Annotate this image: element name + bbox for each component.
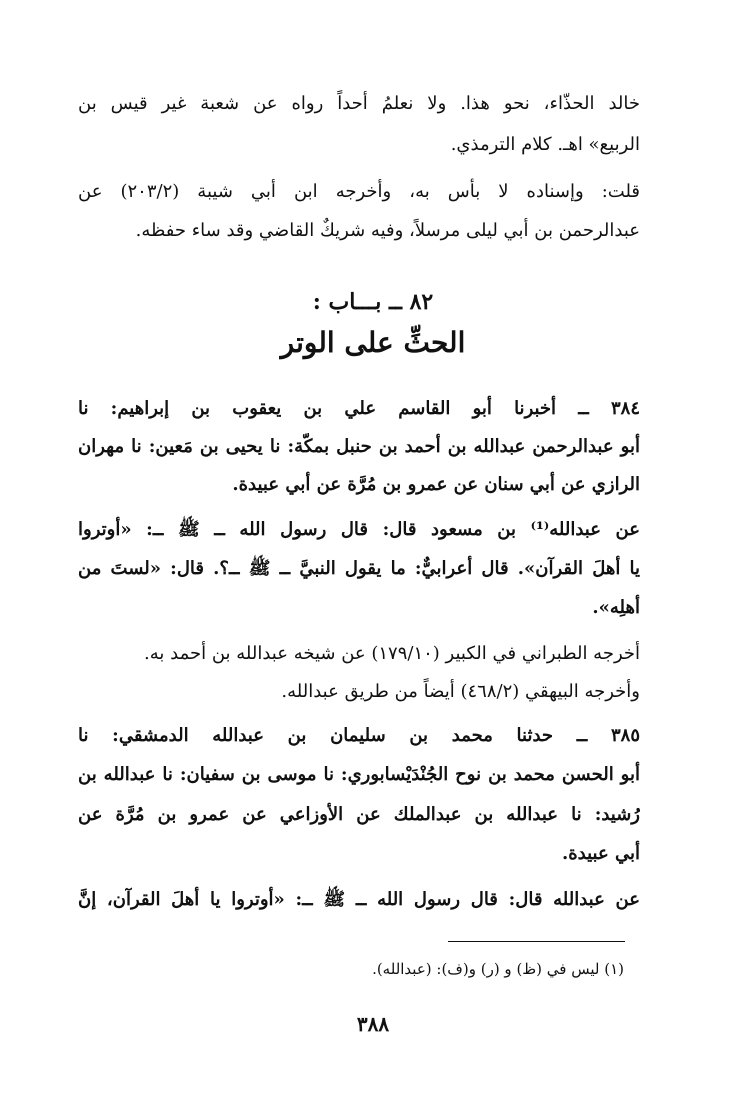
chapter-number: ٨٢ ــ بـــاب : <box>312 289 434 315</box>
hadith-384-matn-line: أهلِه». <box>592 597 640 618</box>
hadith-385-isnad-line: ٣٨٥ ــ حدثنا محمد بن سليمان بن عبدالله الدمشقي: نا <box>78 725 640 746</box>
footnote: (١) ليس في (ظ) و (ر) و(ف): (عبدالله). <box>372 960 624 978</box>
hadith-384-isnad-line: الرازي عن أبي سنان عن عمرو بن مُرَّة عن أبي عبيدة. <box>232 474 640 495</box>
hadith-384-matn-line: عن عبدالله⁽¹⁾ بن مسعود قال: قال رسول الله ــ ﷺ ــ: «أوتروا <box>78 519 640 540</box>
hadith-385-isnad-line: أبي عبيدة. <box>561 843 640 864</box>
hadith-385-isnad-line: رُشيد: نا عبدالله بن عبدالملك عن الأوزاعي عن عمرو بن مُرَّة عن <box>78 804 640 825</box>
page-number: ٣٨٨ <box>356 1012 390 1036</box>
text-line: خالد الحذّاء، نحو هذا. ولا نعلمُ أحداً رواه عن شعبة غير قيس بن <box>78 93 640 114</box>
hadith-385-isnad-line: أبو الحسن محمد بن نوح الجُنْدَيْسابوري: نا موسى بن سفيان: نا عبدالله بن <box>78 764 640 785</box>
hadith-384-isnad-line: أبو عبدالرحمن عبدالله بن أحمد بن حنبل بمكّة: نا يحيى بن مَعين: نا مهران <box>78 436 640 457</box>
takhrij-line: وأخرجه البيهقي (٤٦٨/٢) أيضاً من طريق عبدالله. <box>281 681 640 702</box>
text-line: الربيع» اهـ. كلام الترمذي. <box>450 134 640 155</box>
hadith-384-isnad-line: ٣٨٤ ــ أخبرنا أبو القاسم علي بن يعقوب بن إبراهيم: نا <box>78 398 640 419</box>
text-line: عبدالرحمن بن أبي ليلى مرسلاً، وفيه شريكٌ القاضي وقد ساء حفظه. <box>135 220 640 241</box>
text-line: قلت: وإسناده لا بأس به، وأخرجه ابن أبي شيبة (٢٠٣/٢) عن <box>78 181 640 202</box>
hadith-384-matn-line: يا أهلَ القرآن». قال أعرابيٌّ: ما يقول النبيَّ ــ ﷺ ــ؟. قال: «لستَ من <box>78 558 640 579</box>
footnote-separator <box>448 941 625 942</box>
takhrij-line: أخرجه الطبراني في الكبير (١٧٩/١٠) عن شيخه عبدالله بن أحمد به. <box>144 643 640 664</box>
hadith-385-matn-line: عن عبدالله قال: قال رسول الله ــ ﷺ ــ: «أوتروا يا أهلَ القرآن، إنَّ <box>78 889 640 910</box>
chapter-title: الحثِّ على الوتر <box>280 326 466 359</box>
